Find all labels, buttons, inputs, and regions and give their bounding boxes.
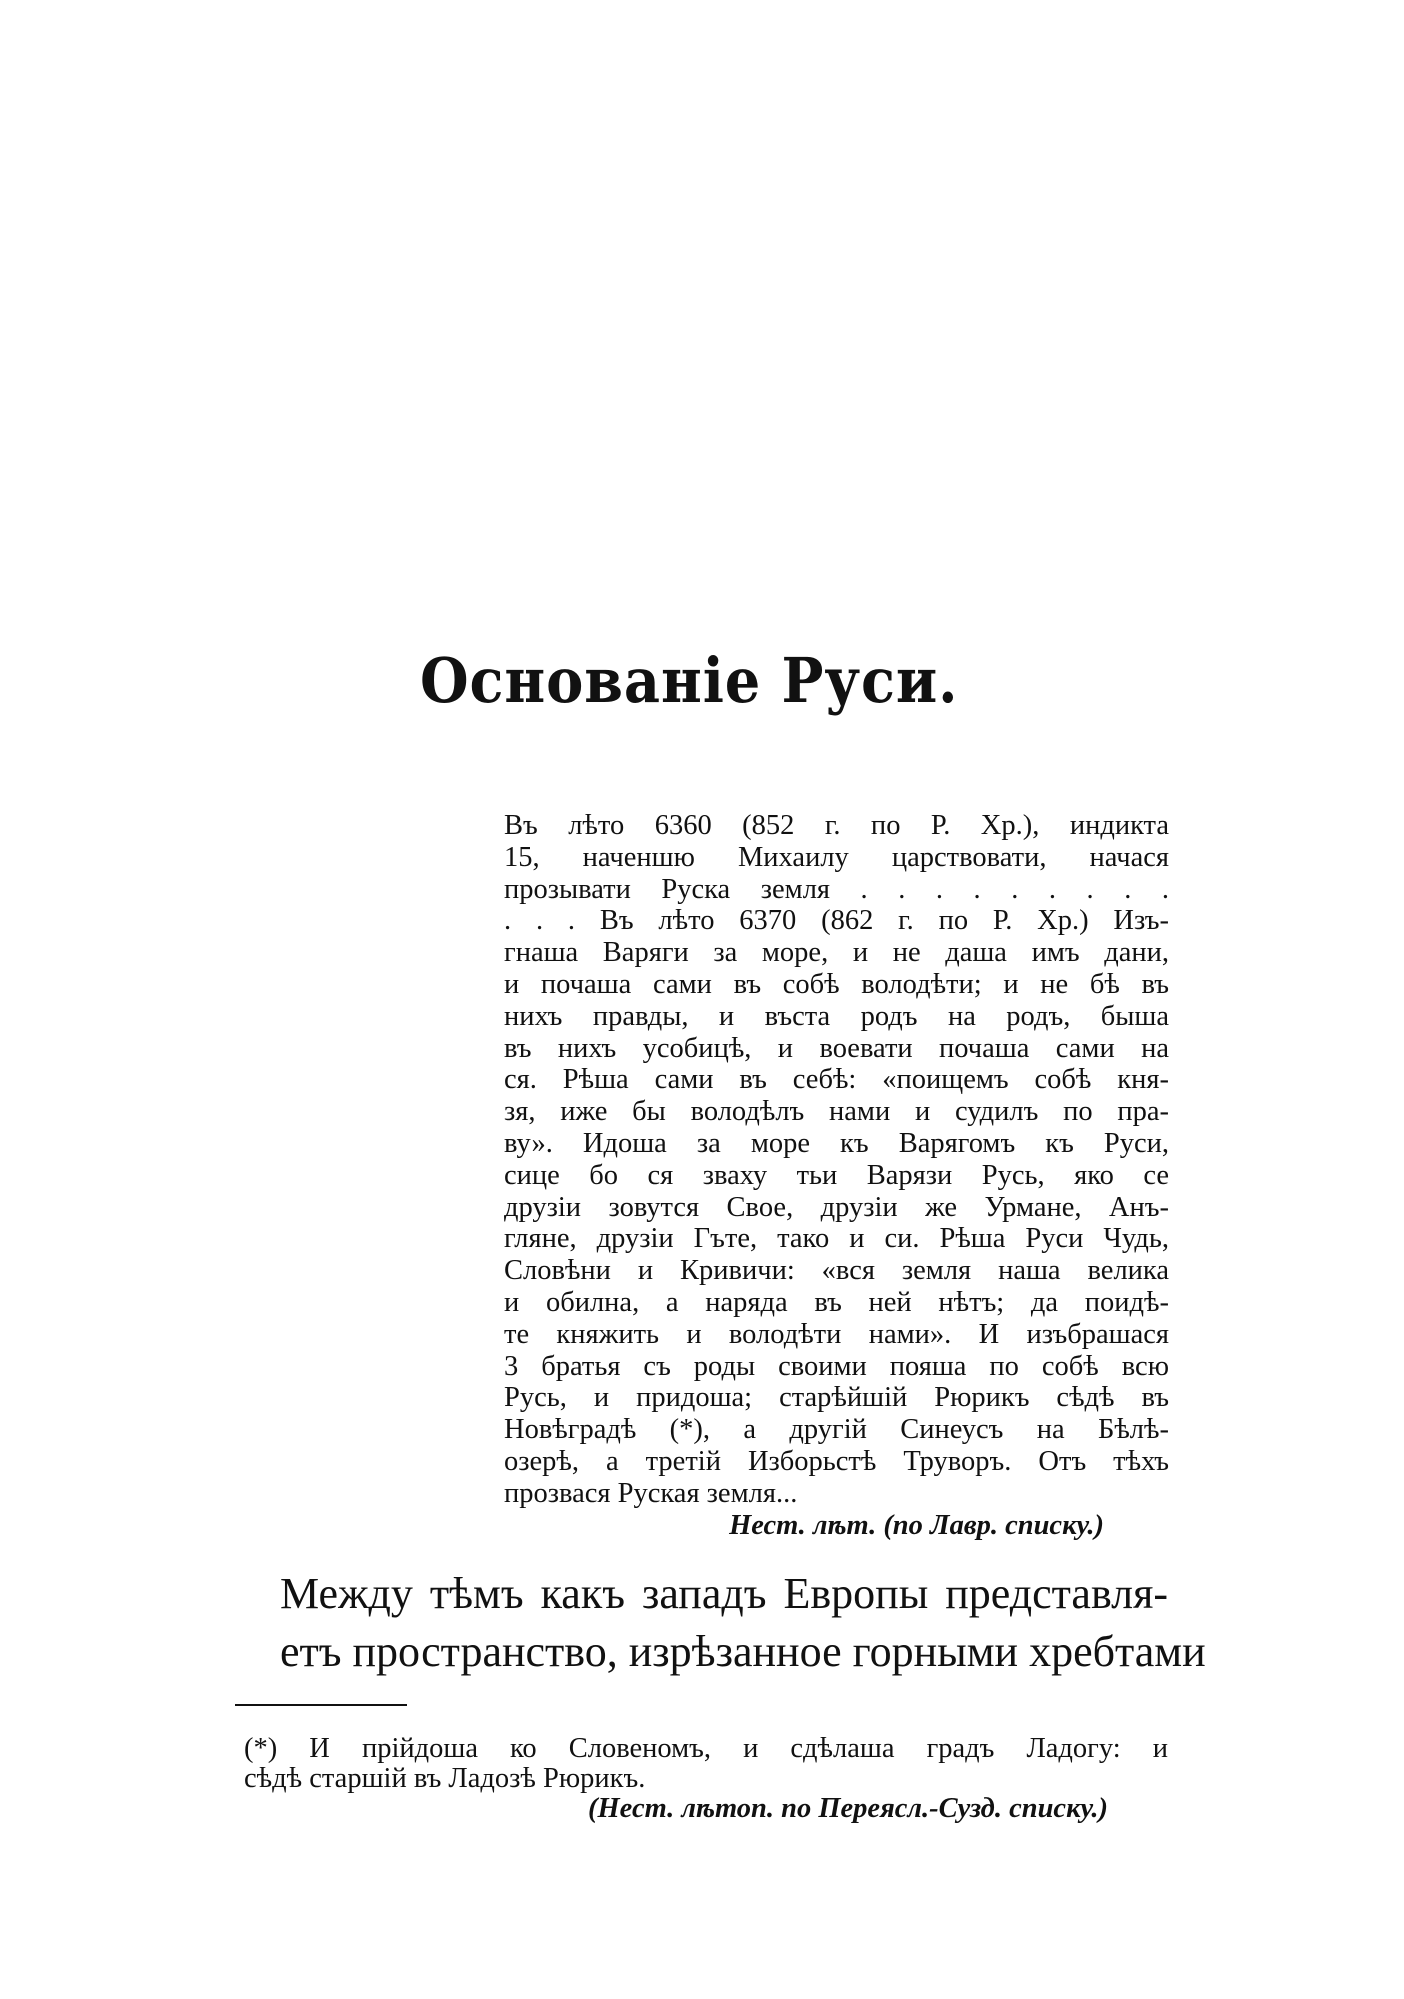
body-paragraph [280, 1565, 1206, 1681]
epigraph-line: ся. Рѣша сами въ себѣ: «поищемъ собѣ кня- [504, 1064, 1169, 1096]
epigraph-quote [504, 810, 1169, 1541]
epigraph-line: нихъ правды, и въста родъ на родъ, быша [504, 1000, 1169, 1032]
epigraph-line: сице бо ся зваху тьи Варязи Русь, яко се [504, 1159, 1169, 1191]
epigraph-line: въ нихъ усобицѣ, и воевати почаша сами на [504, 1032, 1169, 1064]
epigraph-line: ву». Идоша за море къ Варягомъ къ Руси, [504, 1127, 1169, 1159]
epigraph-line: зя, иже бы володѣлъ нами и судилъ по пра- [504, 1096, 1169, 1128]
epigraph-line: Словѣни и Кривичи: «вся земля наша велика [504, 1255, 1169, 1287]
epigraph-line: Русь, и придоша; старѣйшій Рюрикъ сѣдѣ въ [504, 1382, 1169, 1414]
epigraph-line: гнаша Варяги за море, и не даша имъ дани, [504, 937, 1169, 969]
epigraph-line: друзіи зовутся Свое, друзіи же Урмане, Анъ- [504, 1191, 1169, 1223]
epigraph-line: и почаша сами въ собѣ володѣти; и не бѣ въ [504, 968, 1169, 1000]
footnote-line: (*) И прійдоша ко Словеномъ, и сдѣлаша градъ Ладогу: и [244, 1733, 1168, 1764]
chapter-title: Основаніе Руси. [420, 644, 959, 717]
footnote-divider [235, 1704, 407, 1706]
footnote [244, 1734, 1168, 1824]
epigraph-line: и обилна, а наряда въ ней нѣтъ; да поидѣ- [504, 1286, 1169, 1318]
epigraph-line: Въ лѣто 6360 (852 г. по Р. Хр.), индикта [504, 810, 1169, 841]
epigraph-line: . . . Въ лѣто 6370 (862 г. по Р. Хр.) Изъ- [504, 905, 1169, 937]
epigraph-source: Нест. лѣт. (по Лавр. списку.) [729, 1509, 1104, 1541]
epigraph-line: прозывати Руска земля . . . . . . . . . [504, 873, 1169, 905]
footnote-source: (Нест. лѣтоп. по Переясл.-Сузд. списку.) [588, 1793, 1108, 1824]
body-line: етъ пространство, изрѣзанное горными хребтами [280, 1627, 1206, 1676]
footnote-line: сѣдѣ старшій въ Ладозѣ Рюрикъ. [244, 1763, 646, 1794]
body-line: Между тѣмъ какъ западъ Европы представля- [280, 1569, 1168, 1618]
epigraph-line: Новѣградѣ (*), а другій Синеусъ на Бѣлѣ- [504, 1414, 1169, 1446]
epigraph-line: 3 братья съ роды своими пояша по собѣ всю [504, 1350, 1169, 1382]
epigraph-line: те княжить и володѣти нами». И изъбрашася [504, 1318, 1169, 1350]
epigraph-line: прозвася Руская земля... [504, 1477, 798, 1509]
epigraph-line: озерѣ, а третій Изборьстѣ Труворъ. Отъ тѣхъ [504, 1445, 1169, 1477]
epigraph-line: 15, наченшю Михаилу царствовати, начася [504, 841, 1169, 873]
epigraph-line: гляне, друзіи Гъте, тако и си. Рѣша Руси Чудь, [504, 1223, 1169, 1255]
